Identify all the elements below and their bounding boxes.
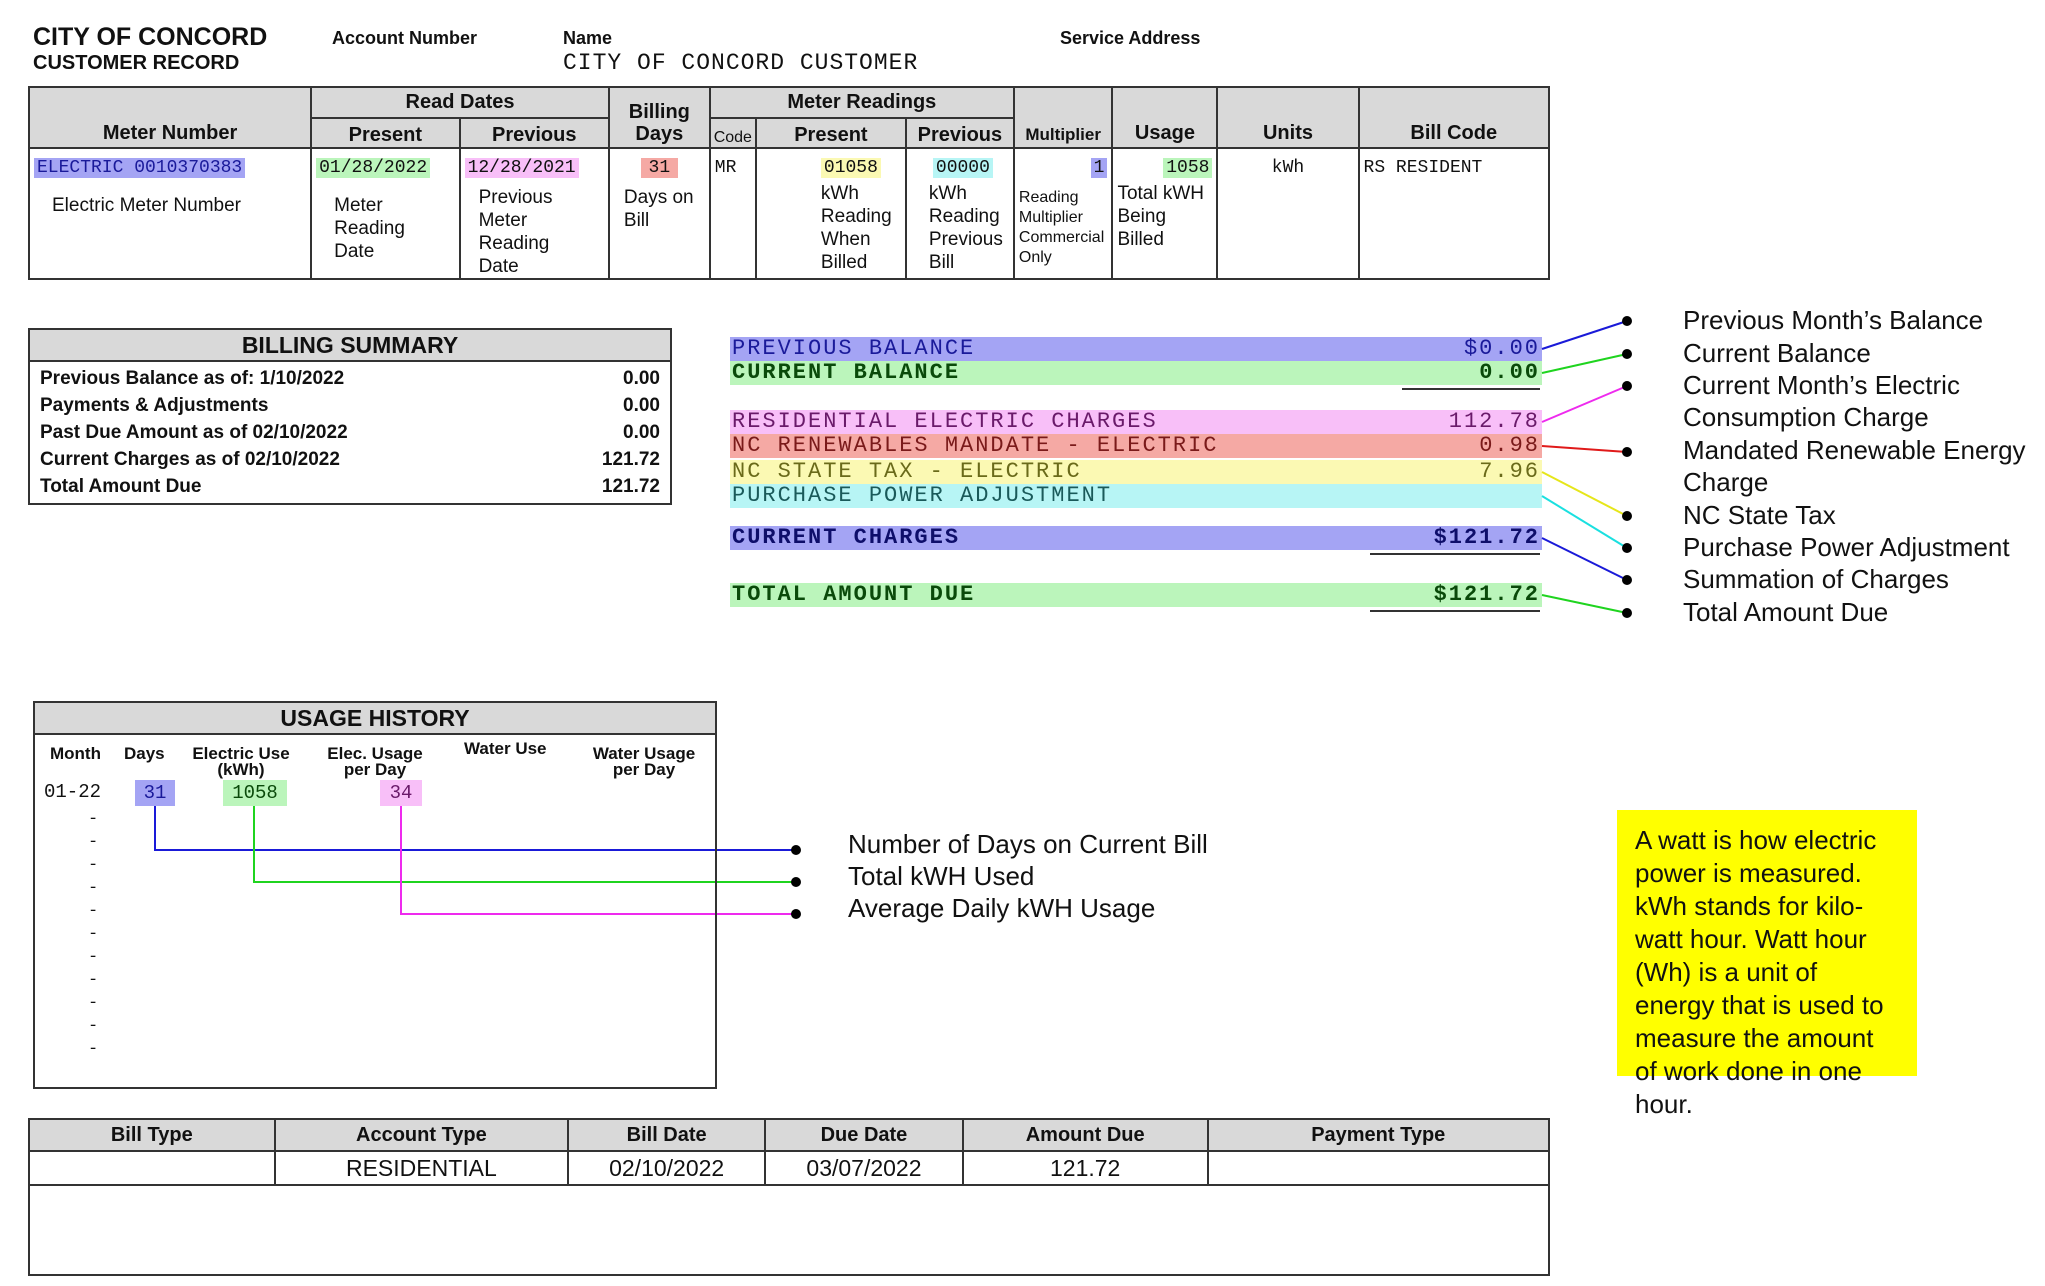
present-date-desc: Meter Reading Date xyxy=(334,195,405,262)
charge-value: 7.96 xyxy=(1479,459,1540,484)
units-value: kWh xyxy=(1271,158,1305,178)
col-code: Code xyxy=(710,118,756,148)
uh-dash: - xyxy=(88,971,99,990)
col-units: Units xyxy=(1217,87,1358,148)
uh-col-days: Days xyxy=(124,744,165,763)
record-title: CUSTOMER RECORD xyxy=(33,52,240,74)
billing-summary-title: BILLING SUMMARY xyxy=(30,330,670,362)
col-amount-due: Amount Due xyxy=(963,1119,1208,1151)
uh-col-water-per-day-1: Water Usage xyxy=(592,744,696,763)
uh-dash: - xyxy=(88,810,99,829)
name-label: Name xyxy=(563,28,613,48)
uh-col-elec-per-day xyxy=(320,746,430,778)
bill-table-blank xyxy=(29,1185,1549,1275)
annotation-kwh: Total kWH Used xyxy=(848,861,1035,891)
uh-elec-use-value: 1058 xyxy=(223,780,287,806)
uh-dash: - xyxy=(88,994,99,1013)
present-reading-value: 01058 xyxy=(821,158,881,178)
annotation-days: Number of Days on Current Bill xyxy=(848,829,1208,859)
summary-value: 0.00 xyxy=(623,395,660,416)
col-read-dates: Read Dates xyxy=(311,87,609,118)
usage-history-title: USAGE HISTORY xyxy=(35,703,715,735)
uh-col-elec-use xyxy=(186,746,296,778)
multiplier-desc: Reading Multiplier Commercial Only xyxy=(1018,189,1105,266)
annotation-avg: Average Daily kWH Usage xyxy=(848,893,1156,923)
col-present-date: Present xyxy=(311,118,459,148)
col-previous-reading: Previous xyxy=(906,118,1014,148)
present-date-value: 01/28/2022 xyxy=(316,158,430,178)
uh-col-water-per-day xyxy=(586,746,702,778)
charge-label: PREVIOUS BALANCE xyxy=(732,336,976,361)
col-account-type: Account Type xyxy=(275,1119,569,1151)
charge-label: CURRENT BALANCE xyxy=(732,360,961,385)
account-number-label: Account Number xyxy=(332,28,478,48)
org-title: CITY OF CONCORD xyxy=(33,23,268,51)
previous-reading-desc: kWh Reading Previous Bill xyxy=(928,183,1003,273)
col-multiplier: Multiplier xyxy=(1014,87,1113,148)
account-type-value: RESIDENTIAL xyxy=(275,1151,569,1185)
charge-label: TOTAL AMOUNT DUE xyxy=(732,582,976,607)
summary-value: 0.00 xyxy=(623,368,660,389)
multiplier-value: 1 xyxy=(1091,158,1108,178)
uh-dash: - xyxy=(88,879,99,898)
annotation-summation: Summation of Charges xyxy=(1683,564,1949,594)
annotation-renewable-2: Charge xyxy=(1683,467,1769,497)
col-bill-type: Bill Type xyxy=(29,1119,275,1151)
summary-value: 121.72 xyxy=(601,476,660,497)
charge-value: $0.00 xyxy=(1463,336,1540,361)
code-value: MR xyxy=(714,158,737,178)
col-previous-date: Previous xyxy=(460,118,609,148)
uh-col-water-per-day-2: per Day xyxy=(612,760,676,779)
annotation-renewable-1: Mandated Renewable Energy xyxy=(1683,435,2026,465)
annotation-consumption-2: Consumption Charge xyxy=(1683,402,1929,432)
col-usage: Usage xyxy=(1112,87,1217,148)
kwh-note: A watt is how electric power is measured. kWh stands for kilo-watt hour. Watt hour (Wh) is a unit of energy that is used to measure the amount of work done in one hour. xyxy=(1617,810,1917,1076)
billing-days-value: 31 xyxy=(641,158,679,178)
bill-code-value: RS RESIDENT xyxy=(1363,158,1483,178)
usage-desc: Total kWH Being Billed xyxy=(1117,183,1205,250)
annotation-previous-balance: Previous Month’s Balance xyxy=(1683,305,1984,335)
col-meter-number: Meter Number xyxy=(29,87,311,148)
uh-dash: - xyxy=(88,1017,99,1036)
summary-value: 0.00 xyxy=(623,422,660,443)
col-billing-days: Billing Days xyxy=(609,87,710,148)
summary-label: Current Charges as of 02/10/2022 xyxy=(40,449,340,470)
bill-table xyxy=(28,1118,1550,1276)
billing-days-desc: Days on Bill xyxy=(623,187,694,231)
meter-number-desc: Electric Meter Number xyxy=(52,195,241,216)
summary-label: Previous Balance as of: 1/10/2022 xyxy=(40,368,345,389)
uh-month-value: 01-22 xyxy=(44,781,102,803)
uh-empty-rows xyxy=(88,808,98,1061)
bill-type-value xyxy=(29,1151,275,1185)
previous-date-value: 12/28/2021 xyxy=(465,158,579,178)
charge-value: $121.72 xyxy=(1433,582,1540,607)
bill-date-value: 02/10/2022 xyxy=(568,1151,765,1185)
uh-dash: - xyxy=(88,902,99,921)
summary-value: 121.72 xyxy=(601,449,660,470)
charge-value: 0.98 xyxy=(1479,433,1540,458)
payment-type-value xyxy=(1208,1151,1550,1185)
meter-number-value: ELECTRIC 0010370383 xyxy=(34,158,245,178)
due-date-value: 03/07/2022 xyxy=(765,1151,963,1185)
uh-dash: - xyxy=(88,856,99,875)
charge-value: $121.72 xyxy=(1433,525,1540,550)
charge-label: NC STATE TAX - ELECTRIC xyxy=(732,459,1082,484)
col-meter-readings: Meter Readings xyxy=(710,87,1014,118)
present-reading-desc: kWh Reading When Billed xyxy=(820,183,892,273)
charge-label: PURCHASE POWER ADJUSTMENT xyxy=(732,483,1113,508)
col-present-reading: Present xyxy=(756,118,906,148)
col-payment-type: Payment Type xyxy=(1208,1119,1550,1151)
charge-value: 0.00 xyxy=(1479,360,1540,385)
previous-date-desc: Previous Meter Reading Date xyxy=(478,187,553,277)
service-address-label: Service Address xyxy=(1060,28,1201,48)
col-bill-date: Bill Date xyxy=(568,1119,765,1151)
annotation-ppa: Purchase Power Adjustment xyxy=(1683,532,2010,562)
charge-label: RESIDENTIAL ELECTRIC CHARGES xyxy=(732,409,1158,434)
annotation-state-tax: NC State Tax xyxy=(1683,500,1836,530)
annotation-consumption-1: Current Month’s Electric xyxy=(1683,370,1960,400)
summary-label: Past Due Amount as of 02/10/2022 xyxy=(40,422,348,443)
annotation-current-balance: Current Balance xyxy=(1683,338,1871,368)
charge-value: 112.78 xyxy=(1448,409,1540,434)
charge-label: NC RENEWABLES MANDATE - ELECTRIC xyxy=(732,433,1219,458)
uh-days-value: 31 xyxy=(135,780,175,806)
uh-col-elec-per-day-2: per Day xyxy=(343,760,407,779)
usage-value: 1058 xyxy=(1163,158,1212,178)
uh-per-day-value: 34 xyxy=(380,780,422,806)
previous-reading-value: 00000 xyxy=(933,158,993,178)
col-bill-code: Bill Code xyxy=(1359,87,1549,148)
charge-label: CURRENT CHARGES xyxy=(732,525,961,550)
uh-col-water: Water Use xyxy=(464,739,547,758)
summary-label: Payments & Adjustments xyxy=(40,395,269,416)
col-due-date: Due Date xyxy=(765,1119,963,1151)
uh-col-elec-use-2: (kWh) xyxy=(217,760,265,779)
uh-col-month: Month xyxy=(50,744,101,763)
annotation-total-due: Total Amount Due xyxy=(1683,597,1889,627)
uh-dash: - xyxy=(88,925,99,944)
customer-name: CITY OF CONCORD CUSTOMER xyxy=(563,50,919,76)
uh-col-elec-use-1: Electric Use xyxy=(192,744,290,763)
uh-dash: - xyxy=(88,948,99,967)
uh-col-elec-per-day-1: Elec. Usage xyxy=(327,744,423,763)
uh-dash: - xyxy=(88,1040,99,1059)
uh-dash: - xyxy=(88,833,99,852)
summary-label: Total Amount Due xyxy=(40,476,202,497)
amount-due-value: 121.72 xyxy=(963,1151,1208,1185)
